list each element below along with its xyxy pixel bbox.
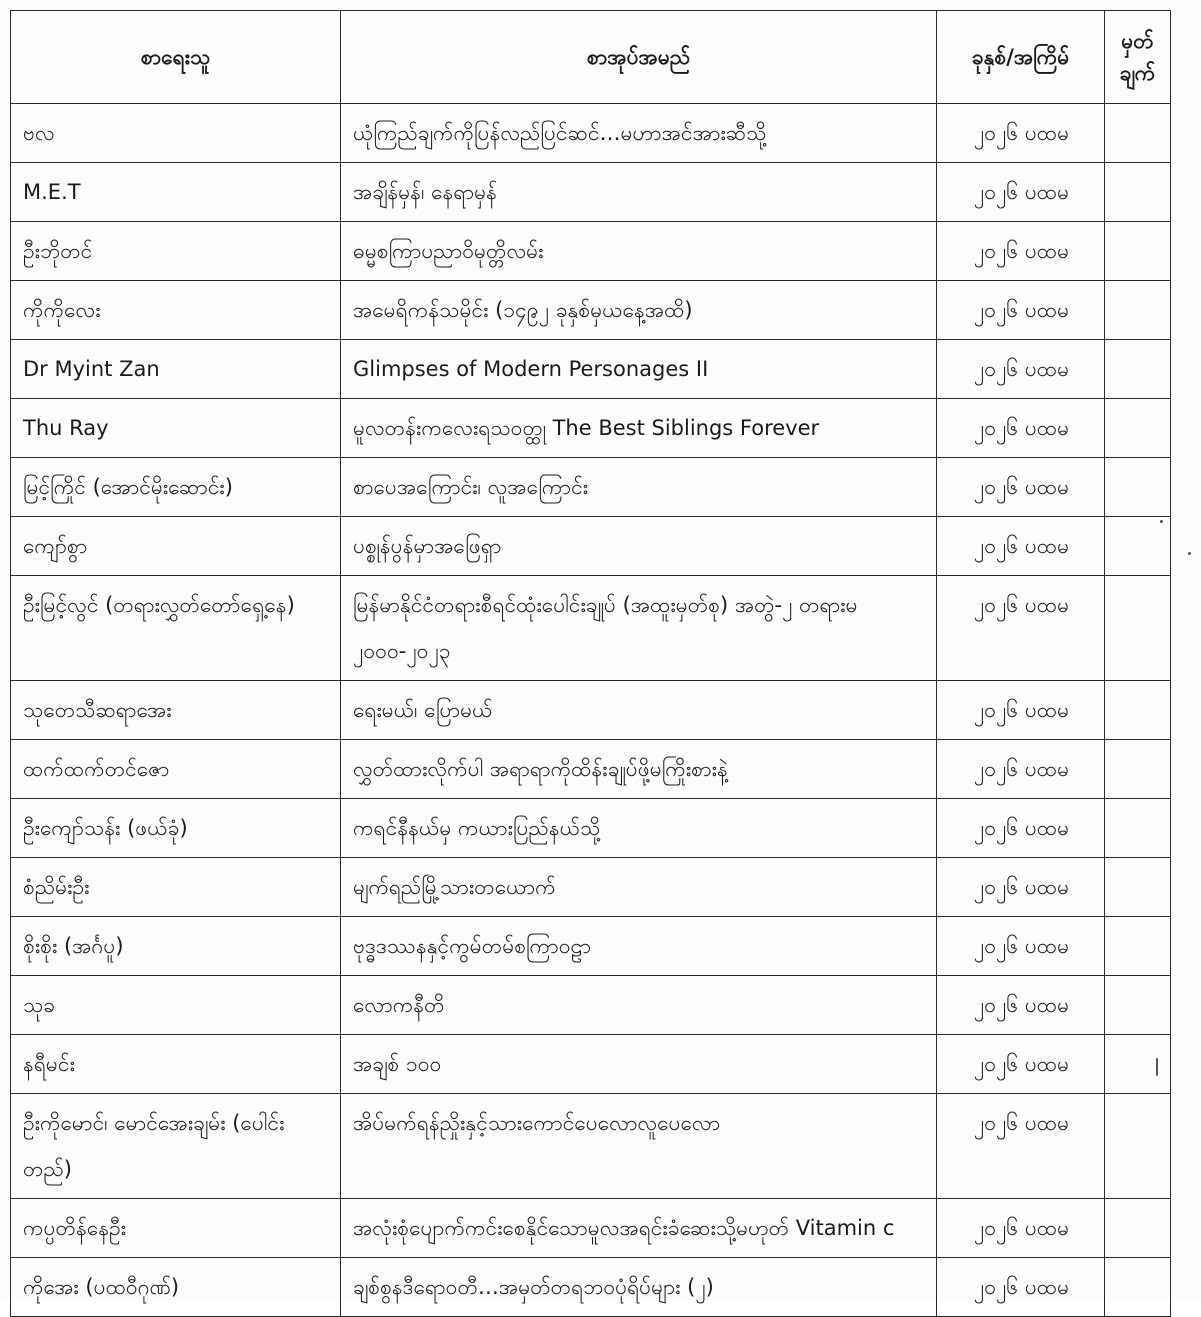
year-cell: ၂၀၂၆ ပထမ — [937, 681, 1105, 740]
note-cell — [1105, 799, 1171, 858]
year-cell: ၂၀၂၆ ပထမ — [937, 740, 1105, 799]
year-cell: ၂၀၂၆ ပထမ — [937, 858, 1105, 917]
title-cell: လောကနီတိ — [341, 976, 937, 1035]
note-cell — [1105, 740, 1171, 799]
table-row — [11, 104, 1171, 163]
author-cell: သုတေသီဆရာအေး — [11, 681, 341, 740]
table-row — [11, 740, 1171, 799]
title-cell: ဓမ္မစကြာပညာဝိမုတ္တိလမ်း — [341, 222, 937, 281]
table-header — [11, 11, 1171, 104]
title-cell: ပစ္စုန်ပွန်မှာအဖြေရှာ — [341, 517, 937, 576]
scan-speck — [1156, 1058, 1158, 1076]
author-cell: ကိုကိုလေး — [11, 281, 341, 340]
table-row — [11, 976, 1171, 1035]
author-cell: Dr Myint Zan — [11, 340, 341, 399]
title-cell: လွှတ်ထားလိုက်ပါ အရာရာကိုထိန်းချုပ်ဖို့မကြိုးစားနဲ့ — [341, 740, 937, 799]
author-cell: ဦးကျော်သန်း (ဖယ်ခုံ) — [11, 799, 341, 858]
table-row — [11, 1258, 1171, 1317]
note-cell — [1105, 681, 1171, 740]
note-cell — [1105, 1035, 1171, 1094]
title-cell: အမေရိကန်သမိုင်း (၁၄၉၂ ခုနှစ်မှယနေ့အထိ) — [341, 281, 937, 340]
year-cell: ၂၀၂၆ ပထမ — [937, 976, 1105, 1035]
year-cell: ၂၀၂၆ ပထမ — [937, 281, 1105, 340]
table-row — [11, 340, 1171, 399]
scan-speck — [1188, 552, 1191, 555]
author-cell: ဗလ — [11, 104, 341, 163]
note-cell — [1105, 281, 1171, 340]
year-cell: ၂၀၂၆ ပထမ — [937, 399, 1105, 458]
header-note: မှတ် ချက် — [1105, 11, 1171, 104]
note-cell — [1105, 163, 1171, 222]
table-row — [11, 1035, 1171, 1094]
author-cell: ဦးကိုမောင်၊ မောင်အေးချမ်း (ပေါင်းတည်) — [11, 1094, 341, 1199]
year-cell: ၂၀၂၆ ပထမ — [937, 340, 1105, 399]
table-row — [11, 576, 1171, 681]
note-cell — [1105, 1199, 1171, 1258]
note-cell — [1105, 858, 1171, 917]
table-body — [11, 104, 1171, 1317]
title-cell: မျက်ရည်မြို့သားတယောက် — [341, 858, 937, 917]
year-cell: ၂၀၂၆ ပထမ — [937, 1035, 1105, 1094]
year-cell: ၂၀၂၆ ပထမ — [937, 163, 1105, 222]
title-cell: မြန်မာနိုင်ငံတရားစီရင်ထုံးပေါင်းချုပ် (အထူးမှတ်စု) အတွဲ-၂ တရားမ ၂၀၀၀-၂၀၂၃ — [341, 576, 937, 681]
year-cell: ၂၀၂၆ ပထမ — [937, 458, 1105, 517]
book-list-table — [10, 10, 1171, 1317]
title-cell: စာပေအကြောင်း၊ လူအကြောင်း — [341, 458, 937, 517]
note-cell — [1105, 917, 1171, 976]
author-cell: ကပ္ပတိန်နေဦး — [11, 1199, 341, 1258]
year-cell: ၂၀၂၆ ပထမ — [937, 1094, 1105, 1199]
note-cell — [1105, 458, 1171, 517]
title-cell: အချစ် ၁၀၀ — [341, 1035, 937, 1094]
year-cell: ၂၀၂၆ ပထမ — [937, 222, 1105, 281]
year-cell: ၂၀၂၆ ပထမ — [937, 517, 1105, 576]
year-cell: ၂၀၂၆ ပထမ — [937, 917, 1105, 976]
title-cell: ဗုဒ္ဓဒဿနနှင့်ကွမ်တမ်စကြာဝဠာ — [341, 917, 937, 976]
table-row — [11, 1094, 1171, 1199]
header-author: စာရေးသူ — [11, 11, 341, 104]
title-cell: မူလတန်းကလေးရသဝတ္ထု The Best Siblings Forever — [341, 399, 937, 458]
author-cell: ဦးမြင့်လွင် (တရားလွှတ်တော်ရှေ့နေ) — [11, 576, 341, 681]
table-row — [11, 399, 1171, 458]
author-cell: မြင့်ကြိုင် (အောင်မိုးဆောင်း) — [11, 458, 341, 517]
author-cell: နရီမင်း — [11, 1035, 341, 1094]
header-row — [11, 11, 1171, 104]
table-row — [11, 917, 1171, 976]
title-cell: Glimpses of Modern Personages II — [341, 340, 937, 399]
note-cell — [1105, 517, 1171, 576]
year-cell: ၂၀၂၆ ပထမ — [937, 1199, 1105, 1258]
title-cell: အလုံးစုံပျောက်ကင်းစေနိုင်သောမူလအရင်းခံဆေးသို့မဟုတ် Vitamin c — [341, 1199, 937, 1258]
year-cell: ၂၀၂၆ ပထမ — [937, 576, 1105, 681]
scan-speck — [1160, 520, 1163, 523]
title-cell: ရေးမယ်၊ ပြောမယ် — [341, 681, 937, 740]
year-cell: ၂၀၂၆ ပထမ — [937, 1258, 1105, 1317]
title-cell: ချစ်စွနဒီရောဝတီ…အမှတ်တရဘဝပုံရိပ်များ (၂) — [341, 1258, 937, 1317]
table-row — [11, 1199, 1171, 1258]
author-cell: ကျော်စွာ — [11, 517, 341, 576]
title-cell: အချိန်မှန်၊ နေရာမှန် — [341, 163, 937, 222]
author-cell: ဦးဘိုတင် — [11, 222, 341, 281]
note-cell — [1105, 222, 1171, 281]
title-cell: အိပ်မက်ရန်ညှိုးနှင့်သားကောင်ပေလောလူပေလော — [341, 1094, 937, 1199]
table-row — [11, 222, 1171, 281]
note-cell — [1105, 976, 1171, 1035]
table-row — [11, 858, 1171, 917]
header-year: ခုနှစ်/အကြိမ် — [937, 11, 1105, 104]
author-cell: M.E.T — [11, 163, 341, 222]
title-cell: ယုံကြည်ချက်ကိုပြန်လည်ပြင်ဆင်…မဟာအင်အားဆီသို့ — [341, 104, 937, 163]
table-row — [11, 163, 1171, 222]
note-cell — [1105, 576, 1171, 681]
note-cell — [1105, 104, 1171, 163]
author-cell: ထက်ထက်တင်ဇော — [11, 740, 341, 799]
table-row — [11, 681, 1171, 740]
author-cell: ကိုအေး (ပထဝီဂုဏ်) — [11, 1258, 341, 1317]
note-cell — [1105, 1094, 1171, 1199]
table-row — [11, 458, 1171, 517]
title-cell: ကရင်နီနယ်မှ ကယားပြည်နယ်သို့ — [341, 799, 937, 858]
note-cell — [1105, 1258, 1171, 1317]
author-cell: Thu Ray — [11, 399, 341, 458]
author-cell: စံညိမ်းဦး — [11, 858, 341, 917]
header-title: စာအုပ်အမည် — [341, 11, 937, 104]
year-cell: ၂၀၂၆ ပထမ — [937, 799, 1105, 858]
note-cell — [1105, 340, 1171, 399]
year-cell: ၂၀၂၆ ပထမ — [937, 104, 1105, 163]
author-cell: သုခ — [11, 976, 341, 1035]
table-row — [11, 799, 1171, 858]
table-row — [11, 281, 1171, 340]
table-row — [11, 517, 1171, 576]
note-cell — [1105, 399, 1171, 458]
author-cell: စိုးစိုး (အင်္ဂပူ) — [11, 917, 341, 976]
